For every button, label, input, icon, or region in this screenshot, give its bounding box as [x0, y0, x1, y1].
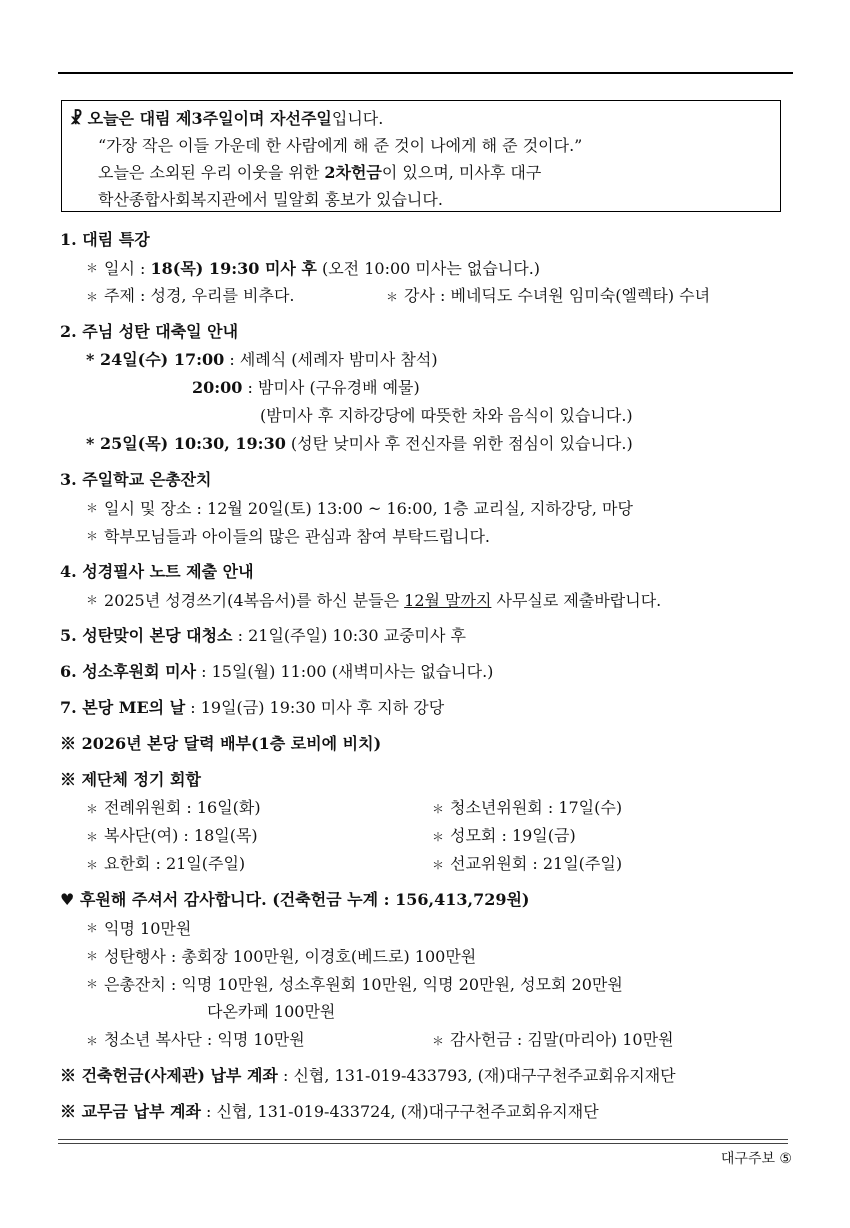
text: 청소년위원회 : 17일(수) [450, 798, 623, 817]
section-7-detail: : 19일(금) 19:30 미사 후 지하 강당 [185, 698, 445, 717]
section-2-line-3: (밤미사 후 지하강당에 따뜻한 차와 음식이 있습니다.) [260, 406, 633, 425]
meeting-item [86, 794, 432, 822]
bullet-mark: ＊ [432, 830, 445, 844]
text: 전례위원회 : 16일(화) [104, 798, 261, 817]
bullet-mark: ＊ [86, 261, 99, 275]
bullet-mark: ＊ [386, 290, 399, 304]
bullet-mark: ＊ [86, 830, 99, 844]
account-detail: : 신협, 131-019-433793, (재)대구구천주교회유지재단 [277, 1066, 676, 1085]
notice-line-3-post: 이 있으며, 미사후 대구 [381, 163, 542, 182]
text: 은총잔치 : 익명 10만원, 성소후원회 10만원, 익명 20만원, 성모회 20만원 [104, 975, 623, 994]
notice-line-1 [70, 105, 780, 132]
section-7 [60, 694, 795, 722]
time: 20:00 [192, 378, 243, 397]
donation-line [60, 942, 795, 970]
section-4-title: 4. 성경필사 노트 제출 안내 [60, 562, 254, 581]
text: 일시 및 장소 : 12월 20일(토) 13:00 ~ 16:00, 1층 교리실, 지하강당, 마당 [104, 499, 633, 518]
meeting-item [86, 822, 432, 850]
section-11 [60, 1062, 795, 1090]
section-12-title: ※ 교무금 납부 계좌 [60, 1102, 201, 1121]
section-1-line-2 [60, 282, 795, 310]
bullet-mark: ＊ [86, 1034, 99, 1048]
section-2-line-4 [60, 430, 795, 458]
meeting-row [60, 822, 795, 850]
bullet-mark: ＊ [86, 501, 99, 515]
date-time: * 24일(수) 17:00 [86, 350, 225, 369]
col-b [386, 282, 710, 310]
section-9-title: ※ 제단체 정기 회합 [60, 770, 201, 789]
text: 청소년 복사단 : 익명 10만원 [104, 1030, 305, 1049]
bullet-mark: ＊ [86, 529, 99, 543]
chi-rho-icon: ☧ [70, 109, 83, 128]
top-rule [58, 72, 793, 74]
deadline: 12월 말까지 [404, 591, 492, 610]
bullet-mark: ＊ [86, 977, 99, 991]
notice-line-3-pre: 오늘은 소외된 우리 이웃을 위한 [98, 163, 325, 182]
event: (성탄 낮미사 후 전신자를 위한 점심이 있습니다.) [285, 434, 633, 453]
meeting-item [432, 850, 622, 878]
section-6-detail: : 15일(월) 11:00 (새벽미사는 없습니다.) [196, 662, 494, 681]
announcements [60, 226, 795, 1126]
section-2-line-2 [60, 374, 795, 402]
section-3-title: 3. 주일학교 은총잔치 [60, 470, 212, 489]
section-2-title: 2. 주님 성탄 대축일 안내 [60, 322, 239, 341]
notice-line-4: 학산종합사회복지관에서 밀알회 홍보가 있습니다. [98, 190, 443, 209]
donation-row [60, 1026, 795, 1054]
bullet-mark: ＊ [432, 858, 445, 872]
section-1-line-1 [60, 254, 795, 282]
text: 2025년 성경쓰기(4복음서)를 하신 분들은 [104, 591, 405, 610]
speaker: 강사 : 베네딕도 수녀원 임미숙(엘렉타) 수녀 [404, 286, 711, 305]
event: : 밤미사 (구유경배 예물) [242, 378, 420, 397]
section-3-line-1 [60, 494, 795, 522]
bullet-mark: ＊ [432, 1034, 445, 1048]
notice-second-collection: 2차헌금 [324, 163, 382, 182]
section-10-title [60, 886, 795, 914]
notice-line-3 [70, 159, 780, 186]
donation-line-cont: 다온카페 100만원 [207, 1002, 336, 1021]
donation-line [60, 970, 795, 998]
notice-headline: 오늘은 대림 제3주일이며 자선주일 [87, 109, 332, 128]
meeting-row [60, 794, 795, 822]
text: 선교위원회 : 21일(주일) [450, 854, 623, 873]
bullet-mark: ＊ [432, 802, 445, 816]
text: 사무실로 제출바랍니다. [491, 591, 662, 610]
text: 감사헌금 : 김말(마리아) 10만원 [450, 1030, 674, 1049]
section-7-title: 7. 본당 ME의 날 [60, 698, 186, 717]
section-3-line-2 [60, 522, 795, 550]
account-detail: : 신협, 131-019-433724, (재)대구구천주교회유지재단 [200, 1102, 599, 1121]
page-footer: 대구주보 ⑤ [720, 1151, 792, 1167]
label: 일시 : [104, 259, 151, 278]
notice-quote: “가장 작은 이들 가운데 한 사람에게 해 준 것이 나에게 해 준 것이다.” [98, 136, 583, 155]
topic: 주제 : 성경, 우리를 비추다. [104, 286, 295, 305]
meeting-item [432, 794, 622, 822]
heart-icon: ♥ [60, 890, 75, 909]
event: : 세례식 (세례자 밤미사 참석) [224, 350, 438, 369]
text: 요한회 : 21일(주일) [104, 854, 246, 873]
col-a [86, 282, 386, 310]
meeting-item [86, 850, 432, 878]
notice-box [61, 100, 781, 212]
bullet-mark: ＊ [86, 290, 99, 304]
section-1-title: 1. 대림 특강 [60, 230, 150, 249]
section-5-detail: : 21일(주일) 10:30 교중미사 후 [232, 626, 466, 645]
bullet-mark: ＊ [86, 921, 99, 935]
meeting-row [60, 850, 795, 878]
section-2-line-1 [60, 346, 795, 374]
bullet-mark: ＊ [86, 593, 99, 607]
text: 성모회 : 19일(금) [450, 826, 576, 845]
text: 익명 10만원 [104, 919, 192, 938]
donation-item [86, 1026, 432, 1054]
text: 학부모님들과 아이들의 많은 관심과 참여 부탁드립니다. [104, 527, 491, 546]
text: 성탄행사 : 총회장 100만원, 이경호(베드로) 100만원 [104, 947, 477, 966]
bullet-mark: ＊ [86, 802, 99, 816]
note: (오전 10:00 미사는 없습니다.) [316, 259, 541, 278]
text: 복사단(여) : 18일(목) [104, 826, 258, 845]
donation-heading: 후원해 주셔서 감사합니다. (건축헌금 누계 : 156,413,729원) [79, 890, 530, 909]
donation-item [432, 1026, 674, 1054]
section-6 [60, 658, 795, 686]
notice-headline-rest: 입니다. [331, 109, 384, 128]
date-time: * 25일(목) 10:30, 19:30 [86, 434, 286, 453]
bullet-mark: ＊ [86, 858, 99, 872]
section-12 [60, 1098, 795, 1126]
bottom-rule [58, 1139, 788, 1144]
section-5 [60, 622, 795, 650]
section-6-title: 6. 성소후원회 미사 [60, 662, 197, 681]
lecture-time: 18(목) 19:30 미사 후 [150, 259, 317, 278]
section-5-title: 5. 성탄맞이 본당 대청소 [60, 626, 233, 645]
section-11-title: ※ 건축헌금(사제관) 납부 계좌 [60, 1066, 278, 1085]
bullet-mark: ＊ [86, 949, 99, 963]
section-4-line-1 [60, 586, 795, 614]
meeting-item [432, 822, 576, 850]
section-8-title: ※ 2026년 본당 달력 배부(1층 로비에 비치) [60, 734, 382, 753]
donation-line [60, 914, 795, 942]
